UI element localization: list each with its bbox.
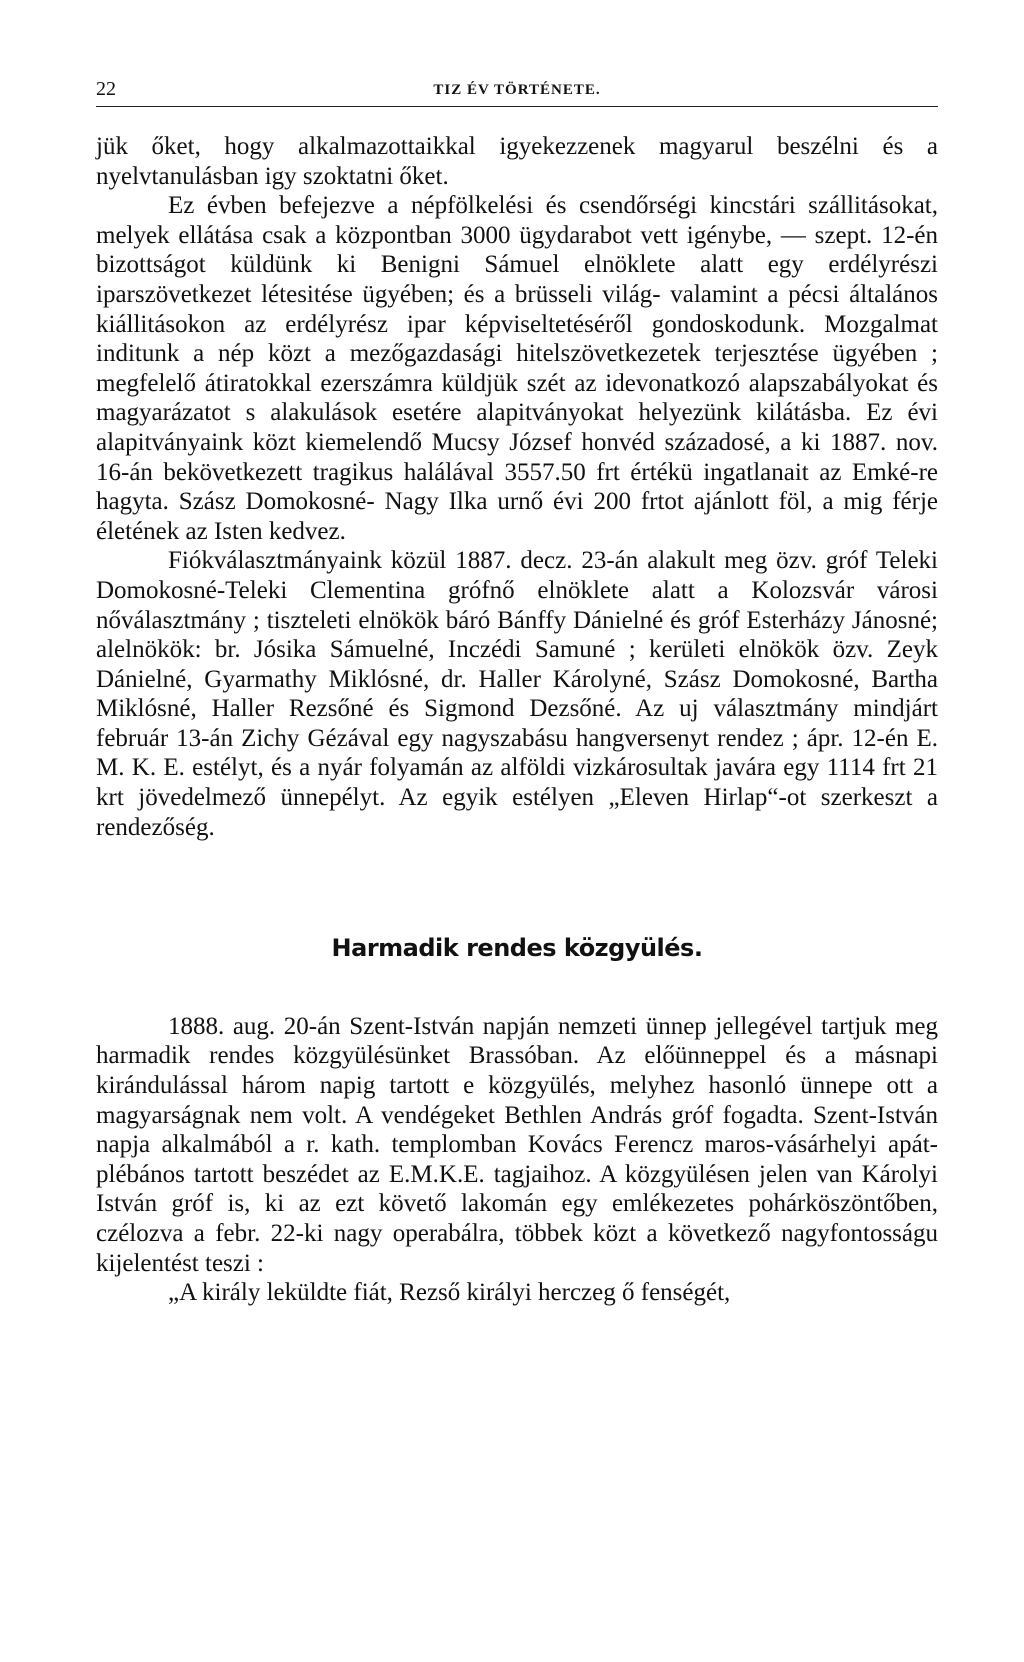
page-number: 22 — [96, 78, 116, 100]
body-text — [96, 132, 938, 1308]
paragraph-continuation: jük őket, hogy alkalmazottaikkal igyekezzenek magyarul beszélni és a nyelvtanulásban igy szoktatni őket. — [96, 133, 938, 190]
paragraph: Fiókválasztmányaink közül 1887. decz. 23-án alakult meg özv. gróf Teleki Domokosné-Teleki Clementina grófnő elnöklete alatt a Kolozsvár városi nőválasztmány ; tiszteleti elnökök báró Bánffy Dánielné és gróf Esterházy Jánosné; alelnökök: br. Jósika Sámuelné, Inczédi Samuné ; kerületi elnökök özv. Zeyk Dánielné, Gyarmathy Miklósné, dr. Haller Károlyné, Szász Domokosné, Bartha Miklósné, Haller Rezsőné és Sigmond Dezsőné. Az uj választmány mindjárt február 13-án Zichy Gézával egy nagyszabásu hangversenyt rendez ; ápr. 12-én E. M. K. E. estélyt, és a nyár folyamán az alföldi vizkárosultak javára egy 1114 frt 21 krt jövedelmező ünnepélyt. Az egyik estélyen „Eleven Hirlap“-ot szerkeszt a rendezőség. — [96, 547, 938, 841]
page-header — [96, 70, 938, 106]
quote-line: „A király leküldte fiát, Rezső királyi herczeg ő fenségét, — [168, 1279, 731, 1307]
section-paragraph: 1888. aug. 20-án Szent-István napján nemzeti ünnep jellegével tartjuk meg harmadik rendes közgyülésünket Brassóban. Az előünneppel és a másnapi kirándulással három napig tartott e közgyülés, melyhez hasonló ünnepe ott a magyarságnak nem volt. A vendégeket Bethlen András gróf fogadta. Szent-István napja alkalmából a r. kath. templomban Kovács Ferencz maros-vásárhelyi apát-plébános tartott beszédet az E.M.K.E. tagjaihoz. A közgyülésen jelen van Károlyi István gróf is, ki az ezt követő lakomán egy emlékezetes pohárköszöntőben, czélozva a febr. 22-ki nagy operabálra, többek közt a következő nagyfontosságu kijelentést teszi : — [96, 1012, 938, 1277]
document-page — [96, 70, 938, 1308]
header-rule — [96, 106, 938, 107]
paragraph: Ez évben befejezve a népfölkelési és csendőrségi kincstári szállitásokat, melyek ellátása csak a központban 3000 ügydarabot vett igénybe, — szept. 12-én bizottságot küldünk ki Benigni Sámuel elnöklete alatt egy erdélyrészi iparszövetkezet létesitése ügyében; és a brüsseli világ- valamint a pécsi általános kiállitásokon az erdélyrész ipar képviseltetéséről gondoskodunk. Mozgalmat inditunk a nép közt a mezőgazdasági hitelszövetkezetek terjesztése ügyében ; megfelelő átiratokkal ezerszámra küldjük szét az idevonatkozó alapszabályokat és magyarázatot s alakulások esetére alapitványokat helyezünk kilátásba. Ez évi alapitványaink közt kiemelendő Mucsy József honvéd századosé, a ki 1887. nov. 16-án bekövetkezett tragikus halálával 3557.50 frt értékü ingatlanait az Emké-re hagyta. Szász Domokosné- Nagy Ilka urnő évi 200 frtot ajánlott föl, a mig férje életének az Isten kedvez. — [96, 192, 938, 545]
running-head: TIZ ÉV TÖRTÉNETE. — [433, 82, 601, 98]
section-title: Harmadik rendes közgyülés. — [331, 934, 703, 963]
